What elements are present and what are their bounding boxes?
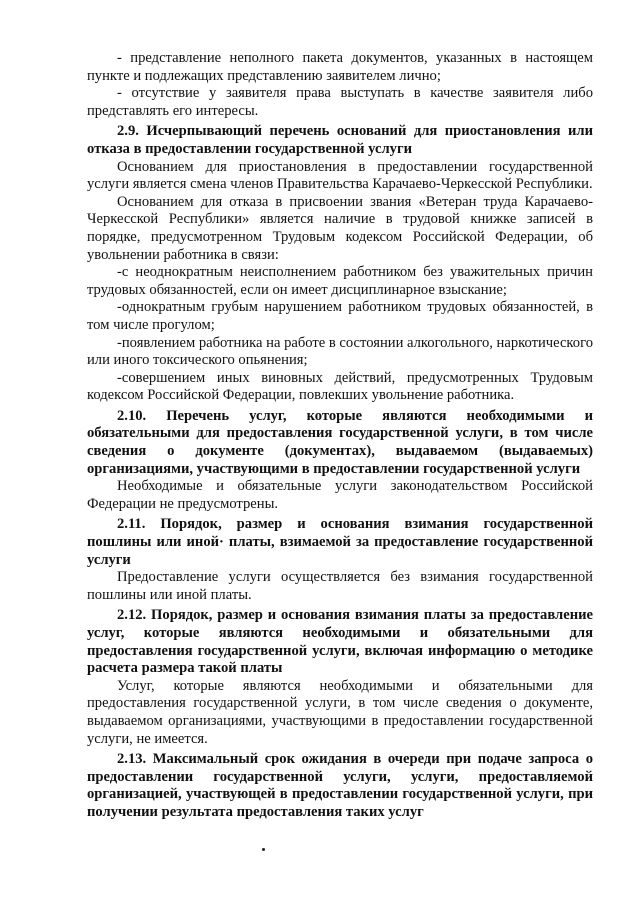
paragraph: Предоставление услуги осуществляется без взимания государственной пошлины или иной платы. <box>87 569 593 603</box>
section-heading: 2.10. Перечень услуг, которые являются необходимыми и обязательными для предоставления государственной услуги, в том числе сведения о документе (документах), выдаваемом (выдаваемых) организациями, участвующими в предоставлении государственной услуги <box>87 407 593 477</box>
paragraph: Необходимые и обязательные услуги законодательством Российской Федерации не предусмотрены. <box>87 478 593 512</box>
paragraph: - представление неполного пакета документов, указанных в настоящем пункте и подлежащих представлению заявителем лично; <box>87 50 593 84</box>
scan-speck <box>262 848 265 851</box>
section-heading: 2.11. Порядок, размер и основания взимания государственной пошлины или иной· платы, взимаемой за предоставление государственной услуги <box>87 516 593 568</box>
paragraph: -однократным грубым нарушением работником трудовых обязанностей, в том числе прогулом; <box>87 299 593 333</box>
section-heading: 2.9. Исчерпывающий перечень оснований для приостановления или отказа в предоставлении государственной услуги <box>87 123 593 157</box>
paragraph: -с неоднократным неисполнением работником без уважительных причин трудовых обязанностей, если он имеет дисциплинарное взыскание; <box>87 264 593 298</box>
paragraph: Услуг, которые являются необходимыми и обязательными для предоставления государственной услуги, в том числе сведения о документе, выдаваемом организациями, участвующими в предоставлении государственной услуги, не имеется. <box>87 677 593 747</box>
section-heading: 2.13. Максимальный срок ожидания в очереди при подаче запроса о предоставлении государственной услуги, услуги, предоставляемой организацией, участвующей в предоставлении государственной услуги, при получении результата предоставления таких услуг <box>87 751 593 820</box>
paragraph: -появлением работника на работе в состоянии алкогольного, наркотического или иного токсического опьянения; <box>87 334 593 369</box>
paragraph: Основанием для отказа в присвоении звания «Ветеран труда Карачаево-Черкесской Республики» является наличие в трудовой книжке записей в порядке, предусмотренном Трудовым кодексом Российской Федерации, об увольнении работника в связи: <box>87 193 593 263</box>
paragraph: Основанием для приостановления в предоставлении государственной услуги является смена членов Правительства Карачаево-Черкесской Республики. <box>87 158 593 193</box>
document-body <box>87 50 593 822</box>
paragraph: -совершением иных виновных действий, предусмотренных Трудовым кодексом Российской Федерации, повлекших увольнение работника. <box>87 369 593 404</box>
section-heading: 2.12. Порядок, размер и основания взимания платы за предоставление услуг, которые являются необходимыми и обязательными для предоставления государственной услуги, включая информацию о методике расчета размера такой платы <box>87 607 593 677</box>
paragraph: - отсутствие у заявителя права выступать в качестве заявителя либо представлять его интересы. <box>87 85 593 119</box>
